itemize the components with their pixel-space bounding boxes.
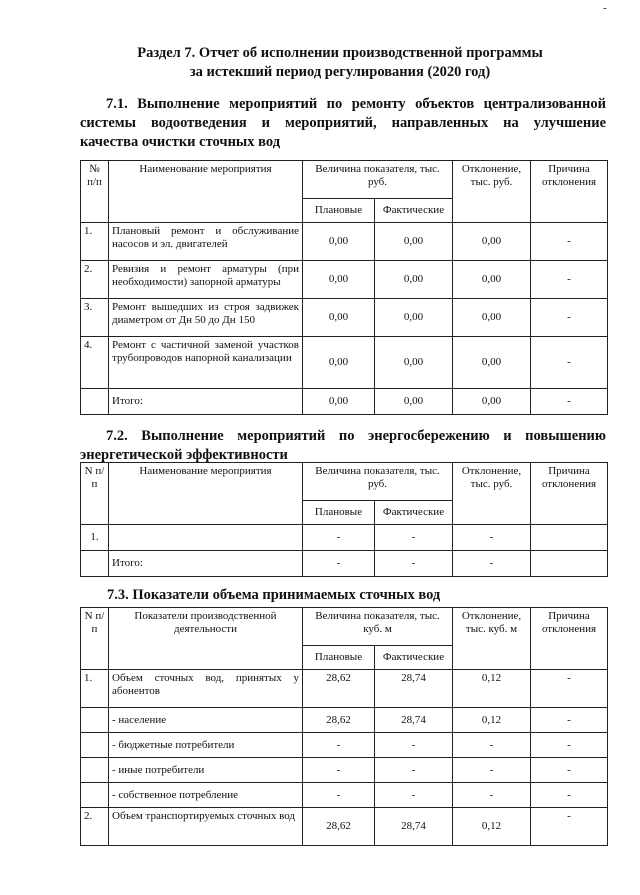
col-header-deviation: Отклонение, тыс. руб. — [453, 161, 531, 223]
cell-num — [81, 733, 109, 758]
table-row — [81, 670, 608, 708]
table-row — [81, 261, 608, 299]
col-header-reason: Причина отклонения — [531, 608, 608, 670]
cell-num: 3. — [81, 299, 109, 337]
cell-deviation: - — [453, 733, 531, 758]
col-header-plan: Плановые — [303, 501, 375, 525]
heading-7-1-line: качества очистки сточных вод — [80, 134, 281, 150]
col-header-fact: Фактические — [375, 199, 453, 223]
heading-7-1 — [80, 95, 606, 152]
cell-reason: - — [531, 337, 608, 389]
cell-fact: 0,00 — [375, 389, 453, 415]
cell-plan: - — [303, 783, 375, 808]
cell-num: 1. — [81, 670, 109, 708]
cell-reason: - — [531, 389, 608, 415]
cell-name: - бюджетные потребители — [109, 733, 303, 758]
cell-reason: - — [531, 808, 608, 846]
cell-deviation: 0,00 — [453, 299, 531, 337]
table-total-row — [81, 551, 608, 577]
col-header-value: Величина показателя, тыс. руб. — [303, 161, 453, 199]
section-title-line2: за истекший период регулирования (2020 год) — [189, 64, 491, 80]
cell-plan: 0,00 — [303, 337, 375, 389]
cell-plan: - — [303, 525, 375, 551]
cell-plan: 0,00 — [303, 299, 375, 337]
cell-reason: - — [531, 670, 608, 708]
cell-fact: - — [375, 733, 453, 758]
cell-fact: 0,00 — [375, 261, 453, 299]
cell-deviation: 0,00 — [453, 337, 531, 389]
col-header-fact: Фактические — [375, 646, 453, 670]
corner-mark: - — [603, 2, 607, 14]
cell-name: - собственное потребление — [109, 783, 303, 808]
table-row — [81, 733, 608, 758]
cell-num: 2. — [81, 808, 109, 846]
col-header-name: Наименование мероприятия — [109, 463, 303, 525]
cell-reason: - — [531, 733, 608, 758]
cell-deviation: 0,12 — [453, 670, 531, 708]
cell-name — [109, 525, 303, 551]
col-header-value: Величина показателя, тыс. куб. м — [303, 608, 453, 646]
cell-plan: - — [303, 733, 375, 758]
cell-fact: - — [375, 525, 453, 551]
cell-name: - иные потребители — [109, 758, 303, 783]
cell-reason: - — [531, 783, 608, 808]
col-header-deviation: Отклонение, тыс. куб. м — [453, 608, 531, 670]
cell-name: Ревизия и ремонт арматуры (при необходимости) запорной арматуры — [109, 261, 303, 299]
table-7-2 — [80, 462, 608, 577]
heading-7-3: 7.3. Показатели объема принимаемых сточных вод — [107, 587, 441, 603]
cell-name: Итого: — [109, 551, 303, 577]
cell-name: Объем транспортируемых сточных вод — [109, 808, 303, 846]
cell-plan: 0,00 — [303, 389, 375, 415]
table-total-row — [81, 389, 608, 415]
cell-num: 1. — [81, 223, 109, 261]
cell-deviation: 0,00 — [453, 261, 531, 299]
cell-deviation: 0,00 — [453, 389, 531, 415]
cell-num — [81, 758, 109, 783]
table-7-3 — [80, 607, 608, 846]
table-row — [81, 708, 608, 733]
cell-deviation: - — [453, 551, 531, 577]
cell-num — [81, 708, 109, 733]
col-header-num: N п/п — [81, 608, 109, 670]
table-7-1 — [80, 160, 608, 415]
col-header-value: Величина показателя, тыс. руб. — [303, 463, 453, 501]
cell-fact: 0,00 — [375, 337, 453, 389]
cell-name: - население — [109, 708, 303, 733]
cell-fact: 28,74 — [375, 708, 453, 733]
section-title-line1: Раздел 7. Отчет об исполнении производственной программы — [137, 45, 543, 61]
cell-name: Ремонт вышедших из строя задвижек диаметром от Дн 50 до Дн 150 — [109, 299, 303, 337]
cell-reason: - — [531, 708, 608, 733]
col-header-reason: Причина отклонения — [531, 161, 608, 223]
cell-fact: 28,74 — [375, 670, 453, 708]
cell-plan: - — [303, 758, 375, 783]
heading-7-1-line: 7.1. Выполнение мероприятий по ремонту объектов централизованной — [106, 96, 606, 112]
col-header-reason: Причина отклонения — [531, 463, 608, 525]
cell-deviation: - — [453, 525, 531, 551]
cell-num — [81, 389, 109, 415]
col-header-num: N п/п — [81, 463, 109, 525]
cell-name: Итого: — [109, 389, 303, 415]
section-title — [80, 44, 600, 82]
cell-plan: 28,62 — [303, 708, 375, 733]
cell-fact: - — [375, 783, 453, 808]
cell-name: Плановый ремонт и обслуживание насосов и эл. двигателей — [109, 223, 303, 261]
cell-reason: - — [531, 223, 608, 261]
col-header-plan: Плановые — [303, 646, 375, 670]
cell-reason — [531, 551, 608, 577]
heading-7-2-line: энергетической эффективности — [80, 447, 288, 463]
cell-fact: 28,74 — [375, 808, 453, 846]
col-header-num: № п/п — [81, 161, 109, 223]
col-header-plan: Плановые — [303, 199, 375, 223]
cell-plan: 28,62 — [303, 670, 375, 708]
table-row — [81, 525, 608, 551]
cell-reason: - — [531, 261, 608, 299]
cell-reason: - — [531, 299, 608, 337]
cell-reason — [531, 525, 608, 551]
cell-fact: 0,00 — [375, 299, 453, 337]
table-row — [81, 337, 608, 389]
col-header-name: Показатели производственной деятельности — [109, 608, 303, 670]
heading-7-2-line: 7.2. Выполнение мероприятий по энергосбережению и повышению — [106, 428, 606, 444]
cell-deviation: 0,12 — [453, 808, 531, 846]
col-header-name: Наименование мероприятия — [109, 161, 303, 223]
cell-fact: - — [375, 551, 453, 577]
cell-fact: 0,00 — [375, 223, 453, 261]
cell-deviation: 0,00 — [453, 223, 531, 261]
cell-name: Ремонт с частичной заменой участков трубопроводов напорной канализации — [109, 337, 303, 389]
cell-fact: - — [375, 758, 453, 783]
cell-num — [81, 551, 109, 577]
cell-num: 2. — [81, 261, 109, 299]
cell-deviation: 0,12 — [453, 708, 531, 733]
cell-plan: 28,62 — [303, 808, 375, 846]
cell-plan: 0,00 — [303, 261, 375, 299]
cell-name: Объем сточных вод, принятых у абонентов — [109, 670, 303, 708]
cell-num: 4. — [81, 337, 109, 389]
cell-plan: 0,00 — [303, 223, 375, 261]
cell-reason: - — [531, 758, 608, 783]
cell-plan: - — [303, 551, 375, 577]
cell-num: 1. — [81, 525, 109, 551]
cell-deviation: - — [453, 783, 531, 808]
cell-num — [81, 783, 109, 808]
cell-deviation: - — [453, 758, 531, 783]
table-row — [81, 758, 608, 783]
heading-7-1-line: системы водоотведения и мероприятий, направленных на улучшение — [80, 115, 606, 131]
col-header-deviation: Отклонение, тыс. руб. — [453, 463, 531, 525]
table-row — [81, 223, 608, 261]
heading-7-2 — [80, 427, 606, 465]
col-header-fact: Фактические — [375, 501, 453, 525]
table-row — [81, 299, 608, 337]
table-row — [81, 783, 608, 808]
table-row — [81, 808, 608, 846]
